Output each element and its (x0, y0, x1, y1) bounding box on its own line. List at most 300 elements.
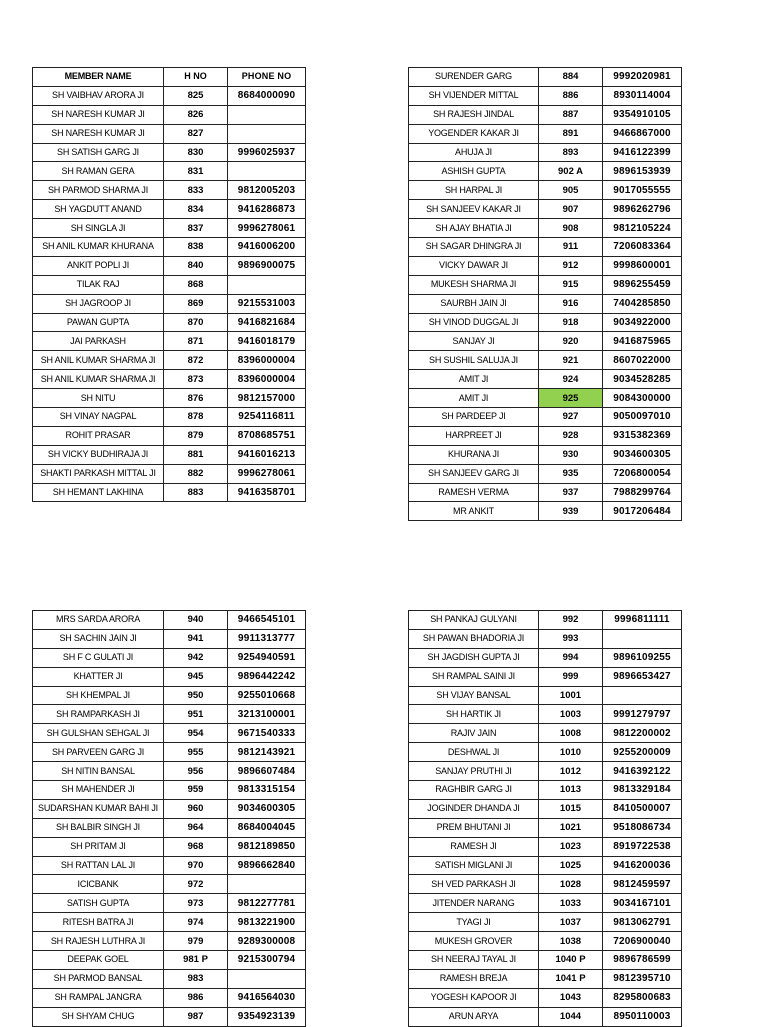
table-row (33, 124, 306, 143)
member-table-2 (408, 67, 682, 521)
member-name-cell: SH PAWAN BHADORIA JI (409, 629, 539, 648)
table-row (33, 781, 306, 800)
house-number-cell: 884 (539, 68, 603, 87)
member-name-cell: SH VAIBHAV ARORA JI (33, 86, 164, 105)
member-name-cell: SH RATTAN LAL JI (33, 856, 164, 875)
table-row (409, 611, 682, 630)
table-row (33, 219, 306, 238)
member-name-cell: SH YAGDUTT ANAND (33, 200, 164, 219)
phone-number-cell: 7206800054 (603, 464, 682, 483)
house-number-cell: 881 (164, 445, 228, 464)
phone-number-cell (228, 275, 306, 294)
member-name-cell: DESHWAL JI (409, 743, 539, 762)
phone-number-cell: 9812277781 (228, 894, 306, 913)
house-number-cell: 911 (539, 238, 603, 257)
member-name-cell: RITESH BATRA JI (33, 913, 164, 932)
phone-number-cell: 9996811111 (603, 611, 682, 630)
phone-number-cell: 9416122399 (603, 143, 682, 162)
phone-number-cell (228, 969, 306, 988)
house-number-cell: 993 (539, 629, 603, 648)
phone-number-cell: 9416016213 (228, 445, 306, 464)
table-row (33, 705, 306, 724)
table-row (33, 351, 306, 370)
table-row (33, 724, 306, 743)
phone-number-cell: 7404285850 (603, 294, 682, 313)
phone-number-cell: 9812005203 (228, 181, 306, 200)
house-number-cell: 970 (164, 856, 228, 875)
member-table-3 (32, 610, 306, 1027)
house-number-cell: 1001 (539, 686, 603, 705)
member-name-cell: SH PRITAM JI (33, 837, 164, 856)
phone-number-cell: 9416821684 (228, 313, 306, 332)
phone-number-cell: 3213100001 (228, 705, 306, 724)
table-row (409, 743, 682, 762)
member-name-cell: SH VICKY BUDHIRAJA JI (33, 445, 164, 464)
phone-number-cell: 9034167101 (603, 894, 682, 913)
house-number-cell: 930 (539, 445, 603, 464)
house-number-cell: 950 (164, 686, 228, 705)
house-number-cell: 905 (539, 181, 603, 200)
table-row (33, 105, 306, 124)
phone-number-cell: 9896607484 (228, 762, 306, 781)
phone-number-cell (228, 105, 306, 124)
table-row (409, 762, 682, 781)
table-row (33, 799, 306, 818)
phone-number-cell: 9215531003 (228, 294, 306, 313)
member-name-cell: SH HARTIK JI (409, 705, 539, 724)
table-row (409, 313, 682, 332)
member-name-cell: SATISH GUPTA (33, 894, 164, 913)
phone-number-cell: 7206900040 (603, 932, 682, 951)
member-name-cell: MR ANKIT (409, 502, 539, 521)
member-name-cell: PAWAN GUPTA (33, 313, 164, 332)
phone-number-cell: 9896653427 (603, 667, 682, 686)
member-name-cell: SH PARDEEP JI (409, 408, 539, 427)
member-name-cell: SH BALBIR SINGH JI (33, 818, 164, 837)
member-name-cell: JOGINDER DHANDA JI (409, 799, 539, 818)
table-row (33, 86, 306, 105)
member-name-cell: RAMESH VERMA (409, 483, 539, 502)
phone-number-cell: 9813329184 (603, 781, 682, 800)
house-number-cell: 870 (164, 313, 228, 332)
member-name-cell: YOGENDER KAKAR JI (409, 124, 539, 143)
table-row (409, 389, 682, 408)
table-row (33, 464, 306, 483)
table-row (409, 781, 682, 800)
table-row (409, 256, 682, 275)
phone-number-cell: 9416006200 (228, 238, 306, 257)
member-name-cell: SANJAY JI (409, 332, 539, 351)
house-number-cell: 887 (539, 105, 603, 124)
house-number-cell: 1044 (539, 1007, 603, 1026)
house-number-cell: 1038 (539, 932, 603, 951)
house-number-cell: 918 (539, 313, 603, 332)
table-row (409, 143, 682, 162)
phone-number-cell: 8410500007 (603, 799, 682, 818)
member-name-cell: YOGESH KAPOOR JI (409, 988, 539, 1007)
phone-number-cell: 9812143921 (228, 743, 306, 762)
member-name-cell: SH F C GULATI JI (33, 648, 164, 667)
table-row (409, 408, 682, 427)
member-name-cell: SH RAJESH JINDAL (409, 105, 539, 124)
phone-number-cell (228, 875, 306, 894)
phone-number-cell: 9812157000 (228, 389, 306, 408)
member-name-cell: SH JAGDISH GUPTA JI (409, 648, 539, 667)
member-name-cell: AMIT JI (409, 389, 539, 408)
member-name-cell: KHURANA JI (409, 445, 539, 464)
member-name-cell: SH SHYAM CHUG (33, 1007, 164, 1026)
member-name-cell: MUKESH GROVER (409, 932, 539, 951)
house-number-cell: 912 (539, 256, 603, 275)
house-number-cell: 1013 (539, 781, 603, 800)
house-number-cell: 1003 (539, 705, 603, 724)
table-row (33, 629, 306, 648)
house-number-cell: 1033 (539, 894, 603, 913)
phone-number-cell: 9416875965 (603, 332, 682, 351)
member-name-cell: PREM BHUTANI JI (409, 818, 539, 837)
house-number-cell: 960 (164, 799, 228, 818)
phone-number-cell: 7206083364 (603, 238, 682, 257)
member-name-cell: SH NITU (33, 389, 164, 408)
member-name-cell: SH SACHIN JAIN JI (33, 629, 164, 648)
house-number-cell: 838 (164, 238, 228, 257)
member-name-cell: SANJAY PRUTHI JI (409, 762, 539, 781)
phone-number-cell: 9466867000 (603, 124, 682, 143)
member-name-cell: SH MAHENDER JI (33, 781, 164, 800)
house-number-cell: 869 (164, 294, 228, 313)
phone-number-cell: 9354910105 (603, 105, 682, 124)
phone-number-cell: 9996025937 (228, 143, 306, 162)
house-number-cell: 872 (164, 351, 228, 370)
member-name-cell: AMIT JI (409, 370, 539, 389)
house-number-cell: 871 (164, 332, 228, 351)
table-row (33, 294, 306, 313)
table-row (409, 502, 682, 521)
phone-number-cell (603, 686, 682, 705)
house-number-cell: 964 (164, 818, 228, 837)
table-row (409, 875, 682, 894)
member-name-cell: SH RAJESH LUTHRA JI (33, 932, 164, 951)
table-row (33, 611, 306, 630)
house-number-cell: 927 (539, 408, 603, 427)
phone-number-cell: 8295800683 (603, 988, 682, 1007)
house-number-cell: 968 (164, 837, 228, 856)
table-row (409, 464, 682, 483)
house-number-cell: 893 (539, 143, 603, 162)
phone-number-cell: 9812189850 (228, 837, 306, 856)
phone-number-cell: 9215300794 (228, 951, 306, 970)
table-row (33, 875, 306, 894)
table-row (33, 856, 306, 875)
phone-number-cell: 9812395710 (603, 969, 682, 988)
table-row (409, 68, 682, 87)
house-number-cell: 886 (539, 86, 603, 105)
member-name-cell: RAGHBIR GARG JI (409, 781, 539, 800)
table-row (409, 932, 682, 951)
table-row (409, 629, 682, 648)
table-row (409, 988, 682, 1007)
house-number-cell: 825 (164, 86, 228, 105)
member-name-cell: SH NITIN BANSAL (33, 762, 164, 781)
member-name-cell: MRS SARDA ARORA (33, 611, 164, 630)
table-row (409, 181, 682, 200)
member-name-cell: SH VIJAY BANSAL (409, 686, 539, 705)
table-row (409, 124, 682, 143)
house-number-cell: 833 (164, 181, 228, 200)
member-name-cell: SH SATISH GARG JI (33, 143, 164, 162)
table-row (33, 445, 306, 464)
house-number-cell: 879 (164, 426, 228, 445)
member-name-cell: ICICBANK (33, 875, 164, 894)
phone-number-cell: 9896662840 (228, 856, 306, 875)
house-number-cell: 981 P (164, 951, 228, 970)
phone-number-cell: 9254116811 (228, 408, 306, 427)
house-number-cell: 942 (164, 648, 228, 667)
table-row (409, 705, 682, 724)
phone-number-cell: 9813221900 (228, 913, 306, 932)
table-row (409, 275, 682, 294)
phone-number-cell: 9896153939 (603, 162, 682, 181)
table-row (409, 483, 682, 502)
house-number-cell: 925 (539, 389, 603, 408)
house-number-cell: 1023 (539, 837, 603, 856)
phone-number-cell: 8708685751 (228, 426, 306, 445)
member-name-cell: TILAK RAJ (33, 275, 164, 294)
member-name-cell: SHAKTI PARKASH MITTAL JI (33, 464, 164, 483)
phone-number-cell: 9017206484 (603, 502, 682, 521)
phone-number-cell: 9034600305 (228, 799, 306, 818)
house-number-cell: 1028 (539, 875, 603, 894)
table-row (33, 143, 306, 162)
phone-number-cell: 8950110003 (603, 1007, 682, 1026)
member-name-cell: AHUJA JI (409, 143, 539, 162)
house-number-cell: 955 (164, 743, 228, 762)
phone-number-cell: 9255010668 (228, 686, 306, 705)
house-number-cell: 868 (164, 275, 228, 294)
house-number-cell: 837 (164, 219, 228, 238)
member-name-cell: SH ANIL KUMAR SHARMA JI (33, 351, 164, 370)
table-row (33, 238, 306, 257)
table-row (409, 370, 682, 389)
house-number-cell: 920 (539, 332, 603, 351)
house-number-cell: 1037 (539, 913, 603, 932)
table-row (33, 969, 306, 988)
member-name-cell: SH VED PARKASH JI (409, 875, 539, 894)
phone-number-cell: 9996278061 (228, 219, 306, 238)
member-name-cell: VICKY DAWAR JI (409, 256, 539, 275)
house-number-cell: 921 (539, 351, 603, 370)
phone-number-cell: 9466545101 (228, 611, 306, 630)
table-row (33, 894, 306, 913)
member-name-cell: SH PANKAJ GULYANI (409, 611, 539, 630)
member-name-cell: SH SUSHIL SALUJA JI (409, 351, 539, 370)
table-row (33, 686, 306, 705)
table-row (33, 951, 306, 970)
member-name-cell: SATISH MIGLANI JI (409, 856, 539, 875)
table-row (409, 238, 682, 257)
house-number-cell: 826 (164, 105, 228, 124)
member-table-4 (408, 610, 682, 1027)
phone-number-cell (228, 162, 306, 181)
phone-number-cell: 9812200002 (603, 724, 682, 743)
house-number-cell: 937 (539, 483, 603, 502)
house-number-cell: 1012 (539, 762, 603, 781)
member-name-cell: SH VIJENDER MITTAL (409, 86, 539, 105)
member-name-cell: ASHISH GUPTA (409, 162, 539, 181)
table-row (409, 648, 682, 667)
table-row (409, 667, 682, 686)
member-name-cell: RAMESH JI (409, 837, 539, 856)
member-name-cell: SH KHEMPAL JI (33, 686, 164, 705)
member-name-cell: SH NARESH KUMAR JI (33, 124, 164, 143)
house-number-cell: 974 (164, 913, 228, 932)
house-number-cell: 1040 P (539, 951, 603, 970)
house-number-cell: 924 (539, 370, 603, 389)
member-name-cell: SH ANIL KUMAR KHURANA (33, 238, 164, 257)
table-row (409, 951, 682, 970)
table-row (33, 389, 306, 408)
phone-number-cell: 9812459597 (603, 875, 682, 894)
house-number-cell: 840 (164, 256, 228, 275)
house-number-cell: 972 (164, 875, 228, 894)
table-row (33, 818, 306, 837)
phone-number-cell: 9896109255 (603, 648, 682, 667)
table-row (409, 837, 682, 856)
member-name-cell: SH NARESH KUMAR JI (33, 105, 164, 124)
member-name-cell: SH AJAY BHATIA JI (409, 219, 539, 238)
phone-number-cell: 8684004045 (228, 818, 306, 837)
house-number-cell: 916 (539, 294, 603, 313)
member-name-cell: SH RAMPAL SAINI JI (409, 667, 539, 686)
house-number-cell: 940 (164, 611, 228, 630)
phone-number-cell: 9254940591 (228, 648, 306, 667)
house-number-cell: 883 (164, 483, 228, 502)
member-name-cell: RAMESH BREJA (409, 969, 539, 988)
phone-number-cell: 9416018179 (228, 332, 306, 351)
phone-number-cell: 9813062791 (603, 913, 682, 932)
phone-number-cell: 9034922000 (603, 313, 682, 332)
house-number-cell: 831 (164, 162, 228, 181)
house-number-cell: 891 (539, 124, 603, 143)
table-row (409, 894, 682, 913)
house-number-cell: 878 (164, 408, 228, 427)
phone-number-cell: 9050097010 (603, 408, 682, 427)
phone-number-cell: 9813315154 (228, 781, 306, 800)
member-name-cell: DEEPAK GOEL (33, 951, 164, 970)
table-row (409, 219, 682, 238)
member-name-cell: HARPREET JI (409, 426, 539, 445)
member-name-cell: ANKIT POPLI JI (33, 256, 164, 275)
house-number-cell: 882 (164, 464, 228, 483)
member-name-cell: SH GULSHAN SEHGAL JI (33, 724, 164, 743)
house-number-cell: 951 (164, 705, 228, 724)
phone-number-cell: 9354923139 (228, 1007, 306, 1026)
phone-number-cell: 8396000004 (228, 370, 306, 389)
phone-number-cell: 9416286873 (228, 200, 306, 219)
phone-number-cell: 9416200036 (603, 856, 682, 875)
member-name-cell: SH RAMPAL JANGRA (33, 988, 164, 1007)
header-house-number: H NO (164, 68, 228, 87)
table-row (409, 856, 682, 875)
member-name-cell: SH VINOD DUGGAL JI (409, 313, 539, 332)
house-number-cell: 834 (164, 200, 228, 219)
table-row (33, 200, 306, 219)
table-row (33, 408, 306, 427)
table-row (33, 743, 306, 762)
phone-number-cell: 9896442242 (228, 667, 306, 686)
table-row (409, 332, 682, 351)
house-number-cell: 908 (539, 219, 603, 238)
house-number-cell: 827 (164, 124, 228, 143)
table-row (409, 426, 682, 445)
member-name-cell: SH ANIL KUMAR SHARMA JI (33, 370, 164, 389)
house-number-cell: 928 (539, 426, 603, 445)
house-number-cell: 1025 (539, 856, 603, 875)
house-number-cell: 1008 (539, 724, 603, 743)
phone-number-cell: 9812105224 (603, 219, 682, 238)
table-row (33, 667, 306, 686)
phone-number-cell (603, 629, 682, 648)
phone-number-cell: 8396000004 (228, 351, 306, 370)
table-row (33, 762, 306, 781)
house-number-cell: 986 (164, 988, 228, 1007)
table-row (409, 162, 682, 181)
phone-number-cell: 9896900075 (228, 256, 306, 275)
phone-number-cell: 9896786599 (603, 951, 682, 970)
phone-number-cell: 8607022000 (603, 351, 682, 370)
house-number-cell: 954 (164, 724, 228, 743)
house-number-cell: 987 (164, 1007, 228, 1026)
phone-number-cell: 9896262796 (603, 200, 682, 219)
table-row (409, 799, 682, 818)
table-row (33, 162, 306, 181)
table-row (409, 86, 682, 105)
phone-number-cell: 9034528285 (603, 370, 682, 389)
header-phone-number: PHONE NO (228, 68, 306, 87)
house-number-cell: 973 (164, 894, 228, 913)
table-row (409, 686, 682, 705)
phone-number-cell: 9255200009 (603, 743, 682, 762)
member-name-cell: SH HEMANT LAKHINA (33, 483, 164, 502)
table-row (33, 483, 306, 502)
member-name-cell: SH HARPAL JI (409, 181, 539, 200)
house-number-cell: 959 (164, 781, 228, 800)
member-name-cell: SH SANJEEV GARG JI (409, 464, 539, 483)
house-number-cell: 983 (164, 969, 228, 988)
table-row (409, 105, 682, 124)
phone-number-cell: 7988299764 (603, 483, 682, 502)
table-row (33, 181, 306, 200)
member-name-cell: SH SANJEEV KAKAR JI (409, 200, 539, 219)
house-number-cell: 873 (164, 370, 228, 389)
member-name-cell: SH RAMAN GERA (33, 162, 164, 181)
phone-number-cell: 9998600001 (603, 256, 682, 275)
phone-number-cell: 9084300000 (603, 389, 682, 408)
phone-number-cell: 8919722538 (603, 837, 682, 856)
house-number-cell: 1043 (539, 988, 603, 1007)
table-row (409, 294, 682, 313)
table-row (33, 648, 306, 667)
phone-number-cell (228, 124, 306, 143)
member-name-cell: SH RAMPARKASH JI (33, 705, 164, 724)
member-name-cell: SH VINAY NAGPAL (33, 408, 164, 427)
member-name-cell: SH SAGAR DHINGRA JI (409, 238, 539, 257)
member-name-cell: SH NEERAJ TAYAL JI (409, 951, 539, 970)
phone-number-cell: 8930114004 (603, 86, 682, 105)
member-name-cell: ROHIT PRASAR (33, 426, 164, 445)
phone-number-cell: 9991279797 (603, 705, 682, 724)
table-row (33, 313, 306, 332)
